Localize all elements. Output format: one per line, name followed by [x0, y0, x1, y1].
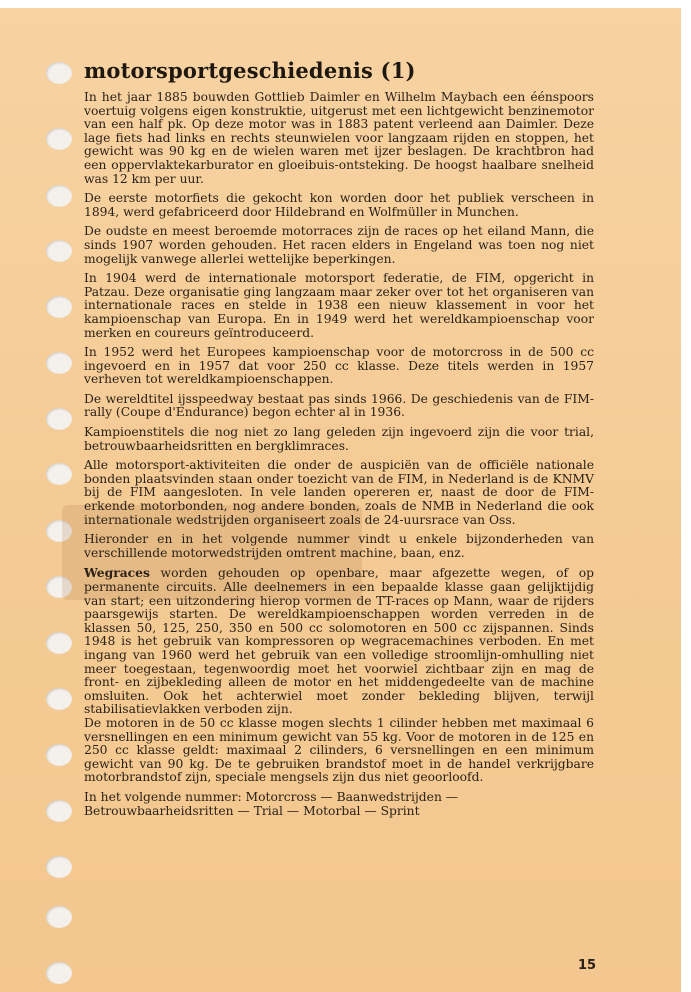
paragraph-ijsspeedway: De wereldtitel ijsspeedway bestaat pas sinds 1966. De geschiedenis van de FIM-rally (Coupe d'Endurance) begon echter al in 1936. — [84, 391, 594, 420]
punch-hole — [46, 632, 72, 654]
paragraph-isle-of-man: De oudste en meest beroemde motorraces zijn de races op het eiland Mann, die sinds 1907 worden gehouden. Het racen elders in Engeland was toen nog niet mogelijk vanwege allerlei wettelijke beperkingen. — [84, 224, 594, 266]
article-title: motorsportgeschiedenis (1) — [84, 58, 416, 83]
punch-hole — [46, 856, 72, 878]
paragraph-motoren: De motoren in de 50 cc klasse mogen slechts 1 cilinder hebben met maximaal 6 versnellingen en een minimum gewicht van 55 kg. Voor de motoren in de 125 en 250 cc klasse geldt: maximaal 2 cilinders, 6 versnellingen en een minimum gewicht van 90 kg. De te gebruiken brandstof moet in de handel verkrijgbare motorbrandstof zijn, speciale mengsels zijn dus niet geoorloofd. — [84, 715, 594, 785]
paragraph-daimler: In het jaar 1885 bouwden Gottlieb Daimler en Wilhelm Maybach een éénspoors voertuig volgens eigen konstruktie, uitgerust met een lichtgewicht benzinemotor van een half pk. Op deze motor was in 1883 patent verleend aan Daimler. Deze lage fiets had links en rechts steunwielen voor langzaam rijden en stoppen, het gewicht was 90 kg en de wielen waren met ijzer beslagen. De krachtbron had een oppervlaktekarburator en gloeibuis-ontsteking. De hoogst haalbare snelheid was 12 km per uur. — [84, 90, 594, 186]
wegraces-lead: Wegraces — [84, 565, 150, 581]
article — [84, 58, 594, 824]
punch-hole — [46, 463, 72, 485]
paragraph-kampioenstitels: Kampioenstitels die nog niet zo lang geleden zijn ingevoerd zijn die voor trial, betrouwbaarheidsritten en bergklimraces. — [84, 425, 594, 453]
paragraph-hieronder: Hieronder en in het volgende nummer vindt u enkele bijzonderheden van verschillende motorwedstrijden omtrent machine, baan, enz. — [84, 532, 594, 560]
paragraph-first-motorcycle: De eerste motorfiets die gekocht kon worden door het publiek verscheen in 1894, werd gefabriceerd door Hildebrand en Wolfmüller in Munchen. — [84, 191, 594, 219]
punch-hole — [46, 62, 72, 84]
punch-hole — [46, 744, 72, 766]
paragraph-bonden: Alle motorsport-aktiviteiten die onder de auspiciën van de officiële nationale bonden plaatsvinden staan onder toezicht van de FIM, in Nederland is de KNMV bij de FIM aangesloten. In vele landen opereren er, naast de door de FIM-erkende motorbonden, nog andere bonden, zoals de NMB in Nederland die ook internationale wedstrijden organiseert zoals de 24-uursrace van Oss. — [84, 458, 594, 527]
page-number: 15 — [578, 958, 597, 973]
punch-hole — [46, 906, 72, 928]
punch-hole — [46, 800, 72, 822]
wegraces-text: worden gehouden op openbare, maar afgezette wegen, of op permanente circuits. Alle deelnemers in een bepaalde klasse gaan gelijktijdig van start; een uitzondering hierop vormen de TT-races op Mann, waar de rijders paarsgewijs starten. De wereldkampioenschappen worden verreden in de klassen 50, 125, 250, 350 en 500 cc solomotoren en 500 cc zijspannen. Sinds 1948 is het gebruik van kompressoren op wegracemachines verboden. En met ingang van 1960 werd het gebruik van een volledige stroomlijn-omhulling niet meer toegestaan, tegenwoordig moet het voorwiel zichtbaar zijn en mag de front- en zijbekleding alleen de motor en het middengedeelte van de machine omsluiten. Ook het achterwiel moet zonder bekleding blijven, terwijl stabilisatievlakken verboden zijn. — [84, 566, 594, 717]
punch-hole — [46, 688, 72, 710]
punch-hole — [46, 352, 72, 374]
right-white-edge — [681, 0, 691, 992]
paragraph-motorcross: In 1952 werd het Europees kampioenschap voor de motorcross in de 500 cc ingevoerd en in 1957 dat voor 250 cc klasse. Deze titels werden in 1957 verheven tot wereldkampioenschappen. — [84, 345, 594, 387]
punch-hole — [46, 185, 72, 207]
punch-hole — [46, 296, 72, 318]
top-white-edge — [0, 0, 691, 8]
paragraph-fim: In 1904 werd de internationale motorsport federatie, de FIM, opgericht in Patzau. Deze organisatie ging langzaam maar zeker over tot het organiseren van internationale races en stelde in 1938 een nieuw klassement in voor het kampioenschap van Europa. En in 1949 werd het wereldkampioenschap voor merken en coureurs geïntroduceerd. — [84, 271, 594, 340]
punch-hole — [46, 408, 72, 430]
punch-hole — [46, 962, 72, 984]
punch-hole — [46, 128, 72, 150]
next-issue-note: In het volgende nummer: Motorcross — Baanwedstrijden — Betrouwbaarheidsritten — Trial — Motorbal — Sprint — [84, 789, 459, 818]
punch-hole — [46, 240, 72, 262]
paragraph-wegraces — [84, 566, 594, 717]
